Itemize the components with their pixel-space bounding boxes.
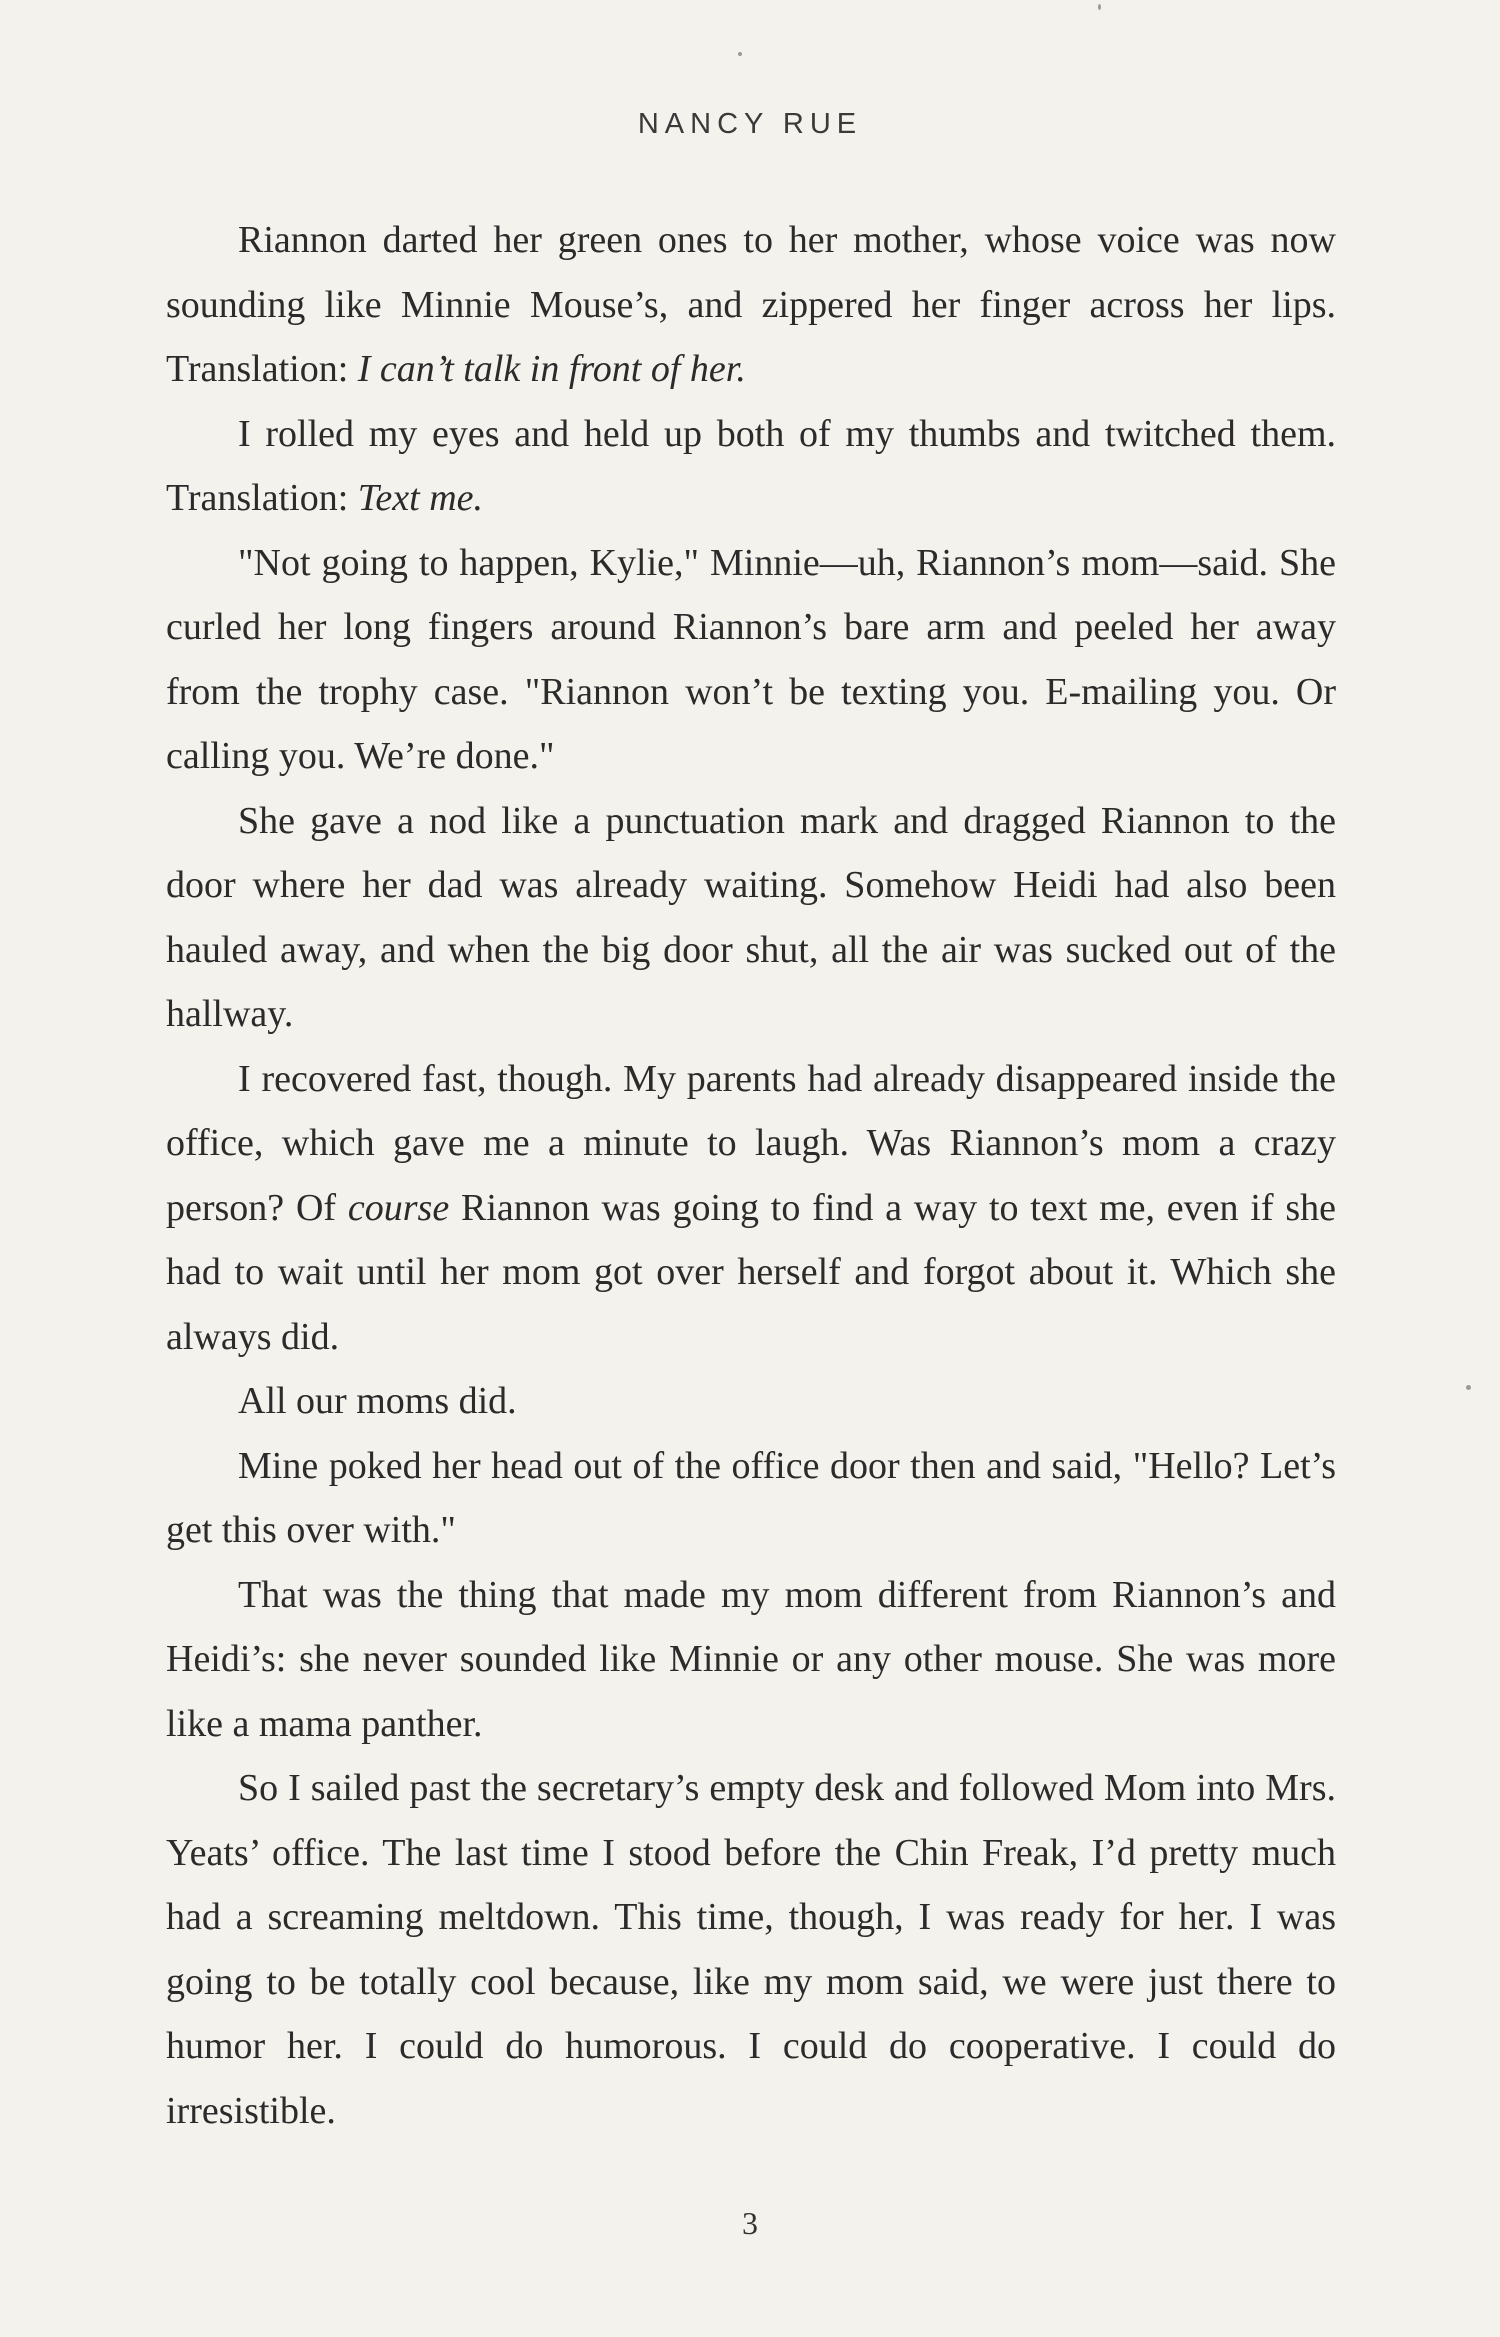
paragraph-text: "Not going to happen, Kylie," Minnie—uh, Riannon’s mom—said. She curled her long fingers around Riannon’s bare arm and peeled her away from the trophy case. "Riannon won’t be texting you. E-mailing you. Or calling you. We’re done." — [166, 541, 1336, 777]
paragraph-text: Riannon darted her green ones to her mother, whose voice was now sounding like Minnie Mouse’s, and zippered her finger across her lips. Translation: — [166, 219, 1336, 390]
paragraph-text: I recovered fast, though. My parents had already disappeared inside the office, which gave me a minute to laugh. Was Riannon’s mom a crazy person? Of — [166, 1057, 1336, 1229]
paragraph — [166, 402, 1336, 531]
paragraph — [166, 531, 1336, 789]
paragraph — [166, 1563, 1336, 1757]
scan-speck — [1466, 1385, 1471, 1390]
paragraph-text: She gave a nod like a punctuation mark and dragged Riannon to the door where her dad was already waiting. Somehow Heidi had also been hauled away, and when the big door shut, all the air was sucked out of the hallway. — [166, 799, 1336, 1035]
paragraph-text: All our moms did. — [238, 1380, 517, 1422]
paragraph — [166, 1369, 1336, 1434]
scan-speck — [1098, 4, 1101, 10]
paragraph — [166, 208, 1336, 402]
page-number: 3 — [742, 2205, 758, 2241]
paragraph — [166, 1434, 1336, 1563]
italic-text: course — [347, 1186, 450, 1229]
italic-text: Text me. — [357, 477, 484, 519]
scan-speck — [738, 52, 742, 56]
paragraph — [166, 789, 1336, 1047]
paragraph-text: Mine poked her head out of the office door then and said, "Hello? Let’s get this over with." — [166, 1444, 1336, 1551]
paragraph-text: I rolled my eyes and held up both of my thumbs and twitched them. Translation: — [166, 412, 1336, 519]
paragraph-text: That was the thing that made my mom different from Riannon’s and Heidi’s: she never sounded like Minnie or any other mouse. She was more like a mama panther. — [166, 1573, 1336, 1745]
paragraph — [166, 1047, 1336, 1370]
paragraph-text: Riannon was going to find a way to text me, even if she had to wait until her mom got over herself and forgot about it. Which she always did. — [166, 1186, 1336, 1358]
italic-text: I can’t talk in front of her. — [357, 348, 746, 390]
running-head: NANCY RUE — [637, 108, 863, 140]
paragraph — [166, 1756, 1336, 2143]
body-text — [166, 208, 1336, 2143]
paragraph-text: So I sailed past the secretary’s empty desk and followed Mom into Mrs. Yeats’ office. The last time I stood before the Chin Freak, I’d pretty much had a screaming meltdown. This time, though, I was ready for her. I was going to be totally cool because, like my mom said, we were just there to humor her. I could do humorous. I could do cooperative. I could do irresistible. — [166, 1767, 1336, 2132]
